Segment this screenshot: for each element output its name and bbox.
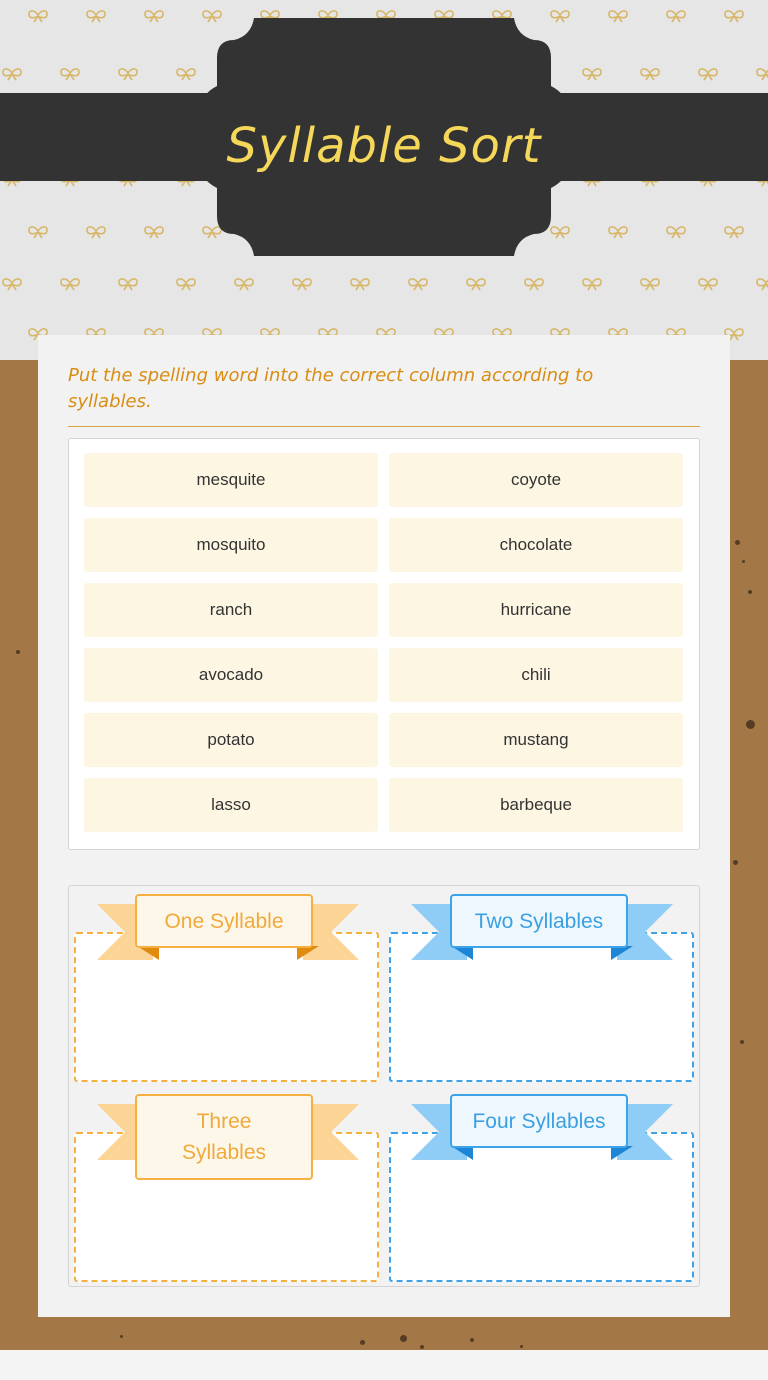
bow-icon [464, 276, 488, 290]
word-tile[interactable]: mosquito [84, 518, 378, 572]
category-label-three-syllables: Three Syllables [135, 1094, 313, 1180]
word-tile[interactable]: mesquite [84, 453, 378, 507]
bow-icon [142, 8, 166, 22]
bow-icon [580, 66, 604, 80]
cork-speck [400, 1335, 407, 1342]
bow-icon [174, 276, 198, 290]
cork-speck [733, 860, 738, 865]
bow-icon [522, 276, 546, 290]
bow-icon [26, 224, 50, 238]
bow-icon [0, 66, 24, 80]
bow-icon [606, 8, 630, 22]
word-tile[interactable]: chili [389, 648, 683, 702]
bow-icon [580, 276, 604, 290]
bow-icon [0, 276, 24, 290]
cork-speck [470, 1338, 474, 1342]
bow-icon [664, 224, 688, 238]
bow-icon [290, 276, 314, 290]
divider [68, 426, 700, 427]
worksheet-card [38, 335, 730, 1317]
word-tile[interactable]: chocolate [389, 518, 683, 572]
cork-speck [360, 1340, 365, 1345]
cork-speck [520, 1345, 523, 1348]
bow-icon [232, 276, 256, 290]
word-tile[interactable]: hurricane [389, 583, 683, 637]
bow-icon [664, 8, 688, 22]
category-label-four-syllables: Four Syllables [450, 1094, 628, 1148]
page-title: Syllable Sort [226, 118, 542, 174]
bow-icon [84, 8, 108, 22]
cork-speck [735, 540, 740, 545]
bow-icon [116, 276, 140, 290]
cork-speck [420, 1345, 424, 1349]
instructions-text: Put the spelling word into the correct column according to syllables. [68, 365, 594, 412]
bow-icon [116, 66, 140, 80]
bow-icon [722, 224, 746, 238]
cork-speck [746, 720, 755, 729]
bottom-strip [0, 1350, 768, 1380]
word-bank [68, 438, 700, 850]
category-label-two-syllables: Two Syllables [450, 894, 628, 948]
sort-area [68, 885, 700, 1287]
bow-icon [174, 66, 198, 80]
cork-speck [16, 650, 20, 654]
cork-speck [742, 560, 745, 563]
word-tile[interactable]: lasso [84, 778, 378, 832]
category-label-one-syllable: One Syllable [135, 894, 313, 948]
bow-icon [406, 276, 430, 290]
bow-icon [58, 276, 82, 290]
word-tile[interactable]: potato [84, 713, 378, 767]
cork-speck [748, 590, 752, 594]
bow-icon [638, 66, 662, 80]
bow-icon [638, 276, 662, 290]
bow-icon [26, 8, 50, 22]
cork-speck [120, 1335, 123, 1338]
bow-icon [58, 66, 82, 80]
word-tile[interactable]: ranch [84, 583, 378, 637]
bow-icon [84, 224, 108, 238]
word-tile[interactable]: avocado [84, 648, 378, 702]
bow-icon [142, 224, 166, 238]
bow-icon [722, 8, 746, 22]
word-tile[interactable]: coyote [389, 453, 683, 507]
bow-icon [348, 276, 372, 290]
bow-icon [754, 66, 768, 80]
bow-icon [696, 66, 720, 80]
word-tile[interactable]: mustang [389, 713, 683, 767]
bow-icon [754, 276, 768, 290]
bow-icon [696, 276, 720, 290]
bow-icon [606, 224, 630, 238]
cork-speck [740, 1040, 744, 1044]
word-tile[interactable]: barbeque [389, 778, 683, 832]
